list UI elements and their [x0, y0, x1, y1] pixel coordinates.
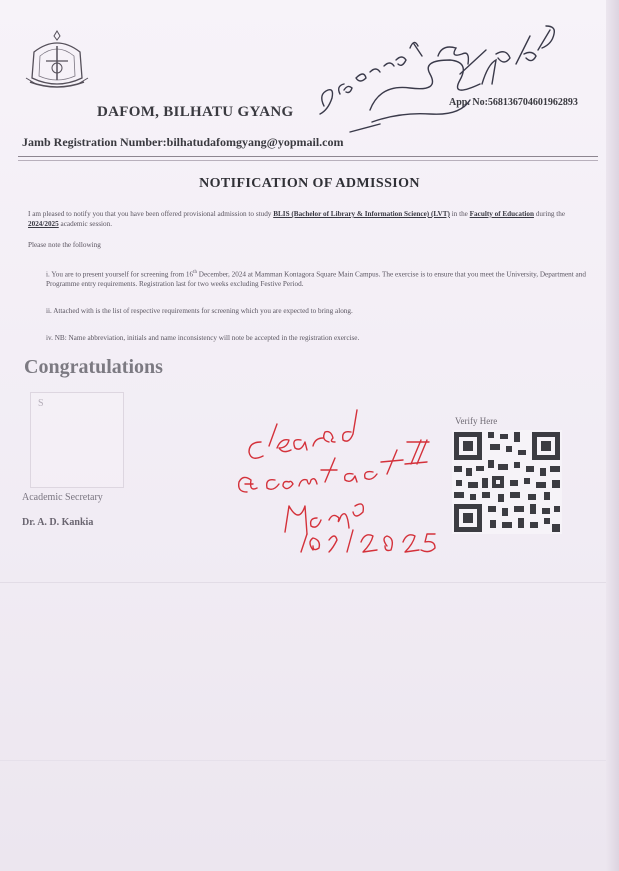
- list-item-text: i. You are to present yourself for screening from 16: [46, 270, 194, 279]
- admission-text: in the: [449, 210, 470, 218]
- list-item: ii. Attached with is the list of respective requirements for screening which you are expected to bring along.: [46, 307, 353, 315]
- faculty-name: Faculty of Education: [469, 210, 534, 218]
- congratulations-heading: Congratulations: [24, 356, 163, 378]
- notes-heading: Please note the following: [28, 241, 101, 249]
- verify-label: Verify Here: [455, 416, 498, 426]
- programme-name: BLIS (Bachelor of Library & Information Science) (LVT): [273, 210, 450, 218]
- application-number: App. No:568136704601962893: [449, 97, 578, 108]
- admission-paragraph: [28, 209, 588, 229]
- admission-text: I am pleased to notify you that you have been offered provisional admission to study: [28, 210, 274, 218]
- jamb-registration-number: Jamb Registration Number:bilhatudafomgyang@yopmail.com: [22, 135, 344, 149]
- signature-placeholder: S: [38, 398, 44, 409]
- page-edge-shadow: [606, 0, 619, 871]
- admission-text: during the: [533, 210, 566, 218]
- applicant-name: DAFOM, BILHATU GYANG: [97, 104, 294, 120]
- list-item-text: December, 2024 at Mamman Kontagora Square Main Campus. The exercise is to ensure that you meet the University, Department and Programme entry requirements. Registration last for two weeks excluding Festive Period.: [46, 270, 586, 289]
- list-item: [46, 268, 591, 289]
- screening-handwritten-note: [310, 14, 570, 144]
- page-fold-line: [0, 582, 619, 583]
- document-title: NOTIFICATION OF ADMISSION: [199, 176, 420, 191]
- header-divider-secondary: [18, 160, 598, 161]
- signatory-role: Academic Secretary: [22, 492, 103, 503]
- list-item: iv. NB: Name abbreviation, initials and name inconsistency will note be accepted in the registration exercise.: [46, 334, 360, 342]
- cleared-handwritten-note: [225, 402, 455, 562]
- university-crest-icon: [22, 28, 92, 90]
- qr-code-icon[interactable]: [452, 430, 562, 534]
- signatory-name: Dr. A. D. Kankia: [22, 517, 94, 528]
- list-item-superscript: th: [193, 270, 197, 275]
- session-year: 2024/2025: [28, 220, 59, 228]
- admission-text: academic session.: [58, 220, 113, 228]
- page-fold-line: [0, 760, 619, 761]
- signature-box: [30, 392, 124, 488]
- header-divider: [18, 156, 598, 157]
